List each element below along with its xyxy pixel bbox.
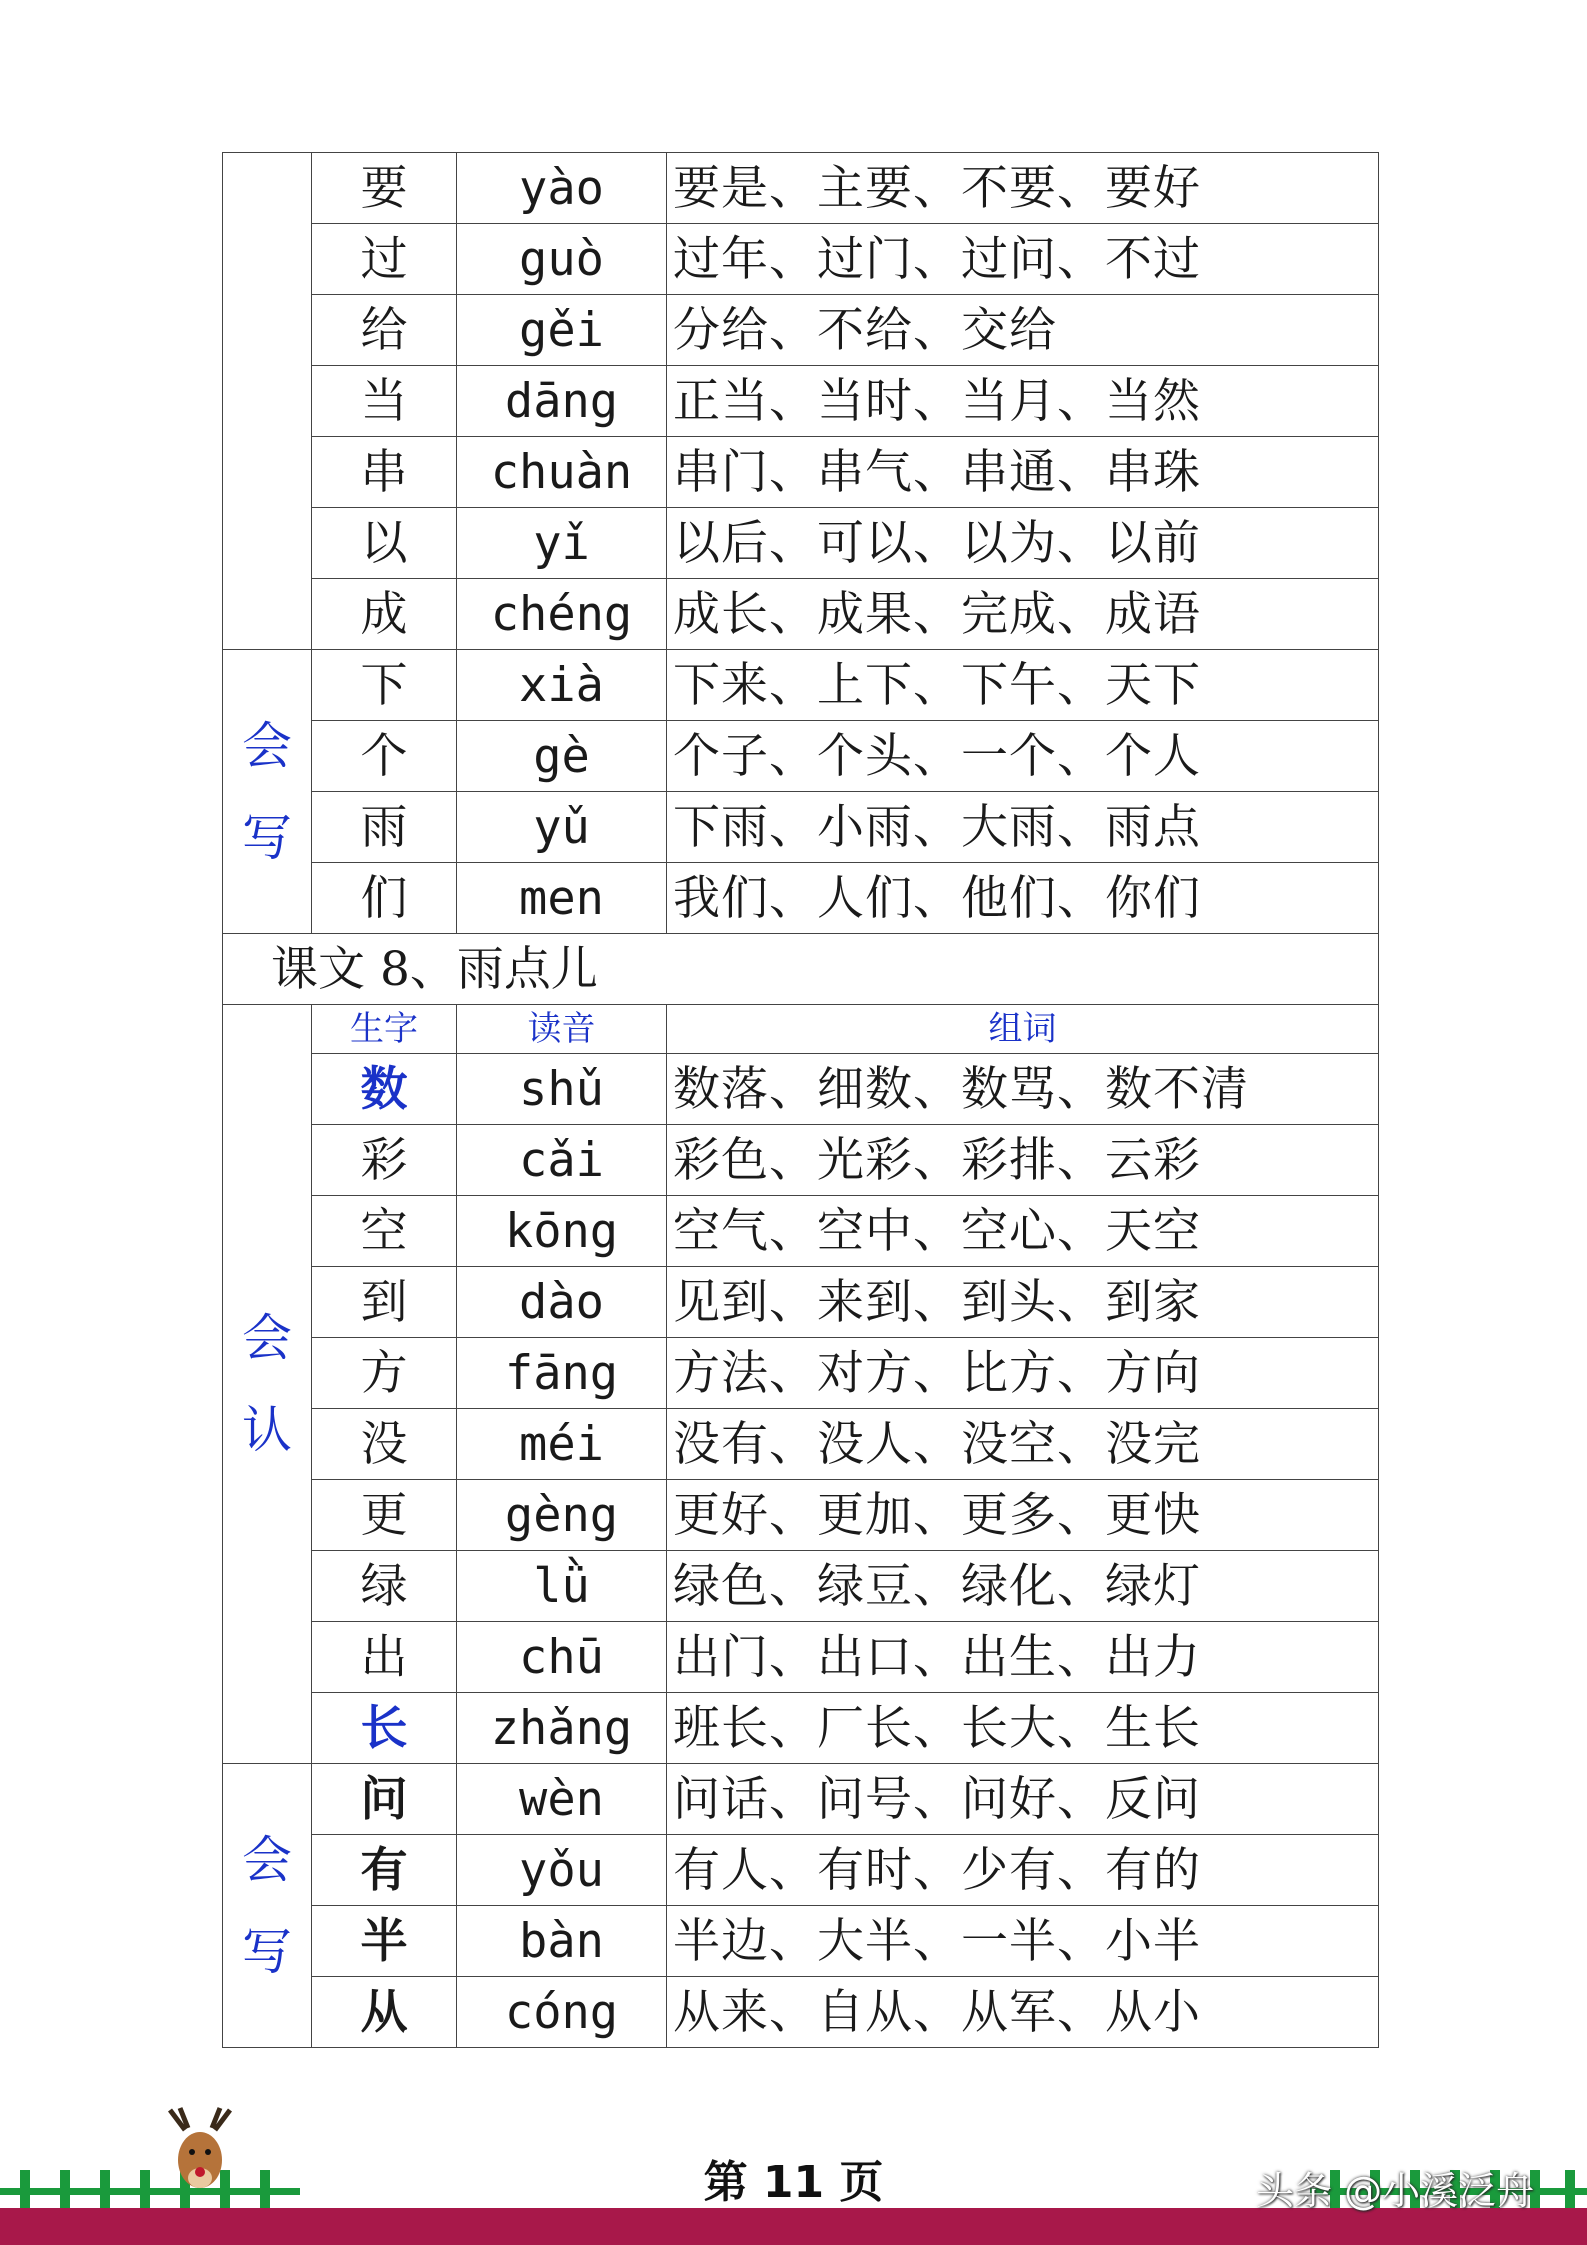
char-cell: 空 — [312, 1196, 457, 1267]
group-label: 会写 — [242, 716, 292, 867]
char-cell: 数 — [312, 1054, 457, 1125]
words-cell: 我们、人们、他们、你们 — [667, 863, 1379, 934]
pinyin-cell: gèng — [457, 1480, 667, 1551]
group-cell-continued — [223, 153, 312, 650]
table-row — [223, 295, 1379, 366]
table-row — [223, 1693, 1379, 1764]
pinyin-cell: dāng — [457, 366, 667, 437]
char-cell: 绿 — [312, 1551, 457, 1622]
char-cell: 半 — [312, 1906, 457, 1977]
words-cell: 正当、当时、当月、当然 — [667, 366, 1379, 437]
char-cell: 下 — [312, 650, 457, 721]
words-cell: 要是、主要、不要、要好 — [667, 153, 1379, 224]
table-row — [223, 224, 1379, 295]
char-cell: 没 — [312, 1409, 457, 1480]
group-cell-write — [223, 650, 312, 934]
pinyin-cell: guò — [457, 224, 667, 295]
pinyin-cell: lǜ — [457, 1551, 667, 1622]
group-label: 会写 — [242, 1830, 292, 1981]
pinyin-cell: yǐ — [457, 508, 667, 579]
char-cell: 长 — [312, 1693, 457, 1764]
table-row — [223, 863, 1379, 934]
pinyin-cell: fāng — [457, 1338, 667, 1409]
table-row — [223, 366, 1379, 437]
table-row — [223, 1267, 1379, 1338]
lesson-title-row — [223, 934, 1379, 1005]
words-cell: 数落、细数、数骂、数不清 — [667, 1054, 1379, 1125]
words-cell: 半边、大半、一半、小半 — [667, 1906, 1379, 1977]
pinyin-cell: chuàn — [457, 437, 667, 508]
words-cell: 有人、有时、少有、有的 — [667, 1835, 1379, 1906]
table-row — [223, 1835, 1379, 1906]
words-cell: 更好、更加、更多、更快 — [667, 1480, 1379, 1551]
words-cell: 从来、自从、从军、从小 — [667, 1977, 1379, 2048]
table-row — [223, 792, 1379, 863]
group-cell-recognize — [223, 1005, 312, 1764]
table-row — [223, 1480, 1379, 1551]
char-cell: 从 — [312, 1977, 457, 2048]
char-cell: 给 — [312, 295, 457, 366]
pinyin-cell: men — [457, 863, 667, 934]
char-cell: 方 — [312, 1338, 457, 1409]
words-cell: 成长、成果、完成、成语 — [667, 579, 1379, 650]
char-cell: 出 — [312, 1622, 457, 1693]
words-cell: 问话、问号、问好、反问 — [667, 1764, 1379, 1835]
words-cell: 方法、对方、比方、方向 — [667, 1338, 1379, 1409]
words-cell: 过年、过门、过问、不过 — [667, 224, 1379, 295]
pinyin-cell: kōng — [457, 1196, 667, 1267]
table-row — [223, 650, 1379, 721]
pinyin-cell: yào — [457, 153, 667, 224]
words-cell: 彩色、光彩、彩排、云彩 — [667, 1125, 1379, 1196]
table-row — [223, 1764, 1379, 1835]
table-row — [223, 508, 1379, 579]
pinyin-cell: zhǎng — [457, 1693, 667, 1764]
table-row — [223, 1196, 1379, 1267]
table-row — [223, 1551, 1379, 1622]
pinyin-cell: gè — [457, 721, 667, 792]
pinyin-cell: shǔ — [457, 1054, 667, 1125]
table-row — [223, 1622, 1379, 1693]
words-cell: 个子、个头、一个、个人 — [667, 721, 1379, 792]
pinyin-cell: yǔ — [457, 792, 667, 863]
char-cell: 要 — [312, 153, 457, 224]
char-cell: 到 — [312, 1267, 457, 1338]
char-cell: 彩 — [312, 1125, 457, 1196]
pinyin-cell: dào — [457, 1267, 667, 1338]
char-cell: 当 — [312, 366, 457, 437]
group-label: 会认 — [242, 1309, 292, 1459]
char-cell: 雨 — [312, 792, 457, 863]
group-cell-write — [223, 1764, 312, 2048]
table-row — [223, 1409, 1379, 1480]
table-row — [223, 153, 1379, 224]
char-cell: 成 — [312, 579, 457, 650]
words-cell: 分给、不给、交给 — [667, 295, 1379, 366]
vocab-table — [222, 152, 1379, 2048]
table-row — [223, 1054, 1379, 1125]
table-row — [223, 1125, 1379, 1196]
char-cell: 们 — [312, 863, 457, 934]
words-cell: 没有、没人、没空、没完 — [667, 1409, 1379, 1480]
char-cell: 个 — [312, 721, 457, 792]
words-cell: 绿色、绿豆、绿化、绿灯 — [667, 1551, 1379, 1622]
words-cell: 出门、出口、出生、出力 — [667, 1622, 1379, 1693]
char-cell: 以 — [312, 508, 457, 579]
pinyin-cell: wèn — [457, 1764, 667, 1835]
table-row — [223, 721, 1379, 792]
words-cell: 以后、可以、以为、以前 — [667, 508, 1379, 579]
words-cell: 班长、厂长、长大、生长 — [667, 1693, 1379, 1764]
header-char: 生字 — [312, 1005, 457, 1054]
pinyin-cell: méi — [457, 1409, 667, 1480]
watermark: 头条 @小溪泛舟 — [1256, 2169, 1535, 2213]
char-cell: 有 — [312, 1835, 457, 1906]
table-row — [223, 1338, 1379, 1409]
char-cell: 问 — [312, 1764, 457, 1835]
pinyin-cell: cǎi — [457, 1125, 667, 1196]
pinyin-cell: chū — [457, 1622, 667, 1693]
char-cell: 更 — [312, 1480, 457, 1551]
words-cell: 下雨、小雨、大雨、雨点 — [667, 792, 1379, 863]
pinyin-cell: cóng — [457, 1977, 667, 2048]
pinyin-cell: bàn — [457, 1906, 667, 1977]
words-cell: 下来、上下、下午、天下 — [667, 650, 1379, 721]
page-number: 第 11 页 — [703, 2157, 884, 2208]
table-row — [223, 437, 1379, 508]
table-row — [223, 1977, 1379, 2048]
pinyin-cell: gěi — [457, 295, 667, 366]
pinyin-cell: yǒu — [457, 1835, 667, 1906]
char-cell: 过 — [312, 224, 457, 295]
lesson-title: 课文 8、雨点儿 — [223, 934, 1379, 1005]
words-cell: 见到、来到、到头、到家 — [667, 1267, 1379, 1338]
words-cell: 空气、空中、空心、天空 — [667, 1196, 1379, 1267]
words-cell: 串门、串气、串通、串珠 — [667, 437, 1379, 508]
pinyin-cell: xià — [457, 650, 667, 721]
table-row — [223, 579, 1379, 650]
pinyin-cell: chéng — [457, 579, 667, 650]
table-header-row — [223, 1005, 1379, 1054]
header-words: 组词 — [667, 1005, 1379, 1054]
header-pinyin: 读音 — [457, 1005, 667, 1054]
table-row — [223, 1906, 1379, 1977]
char-cell: 串 — [312, 437, 457, 508]
